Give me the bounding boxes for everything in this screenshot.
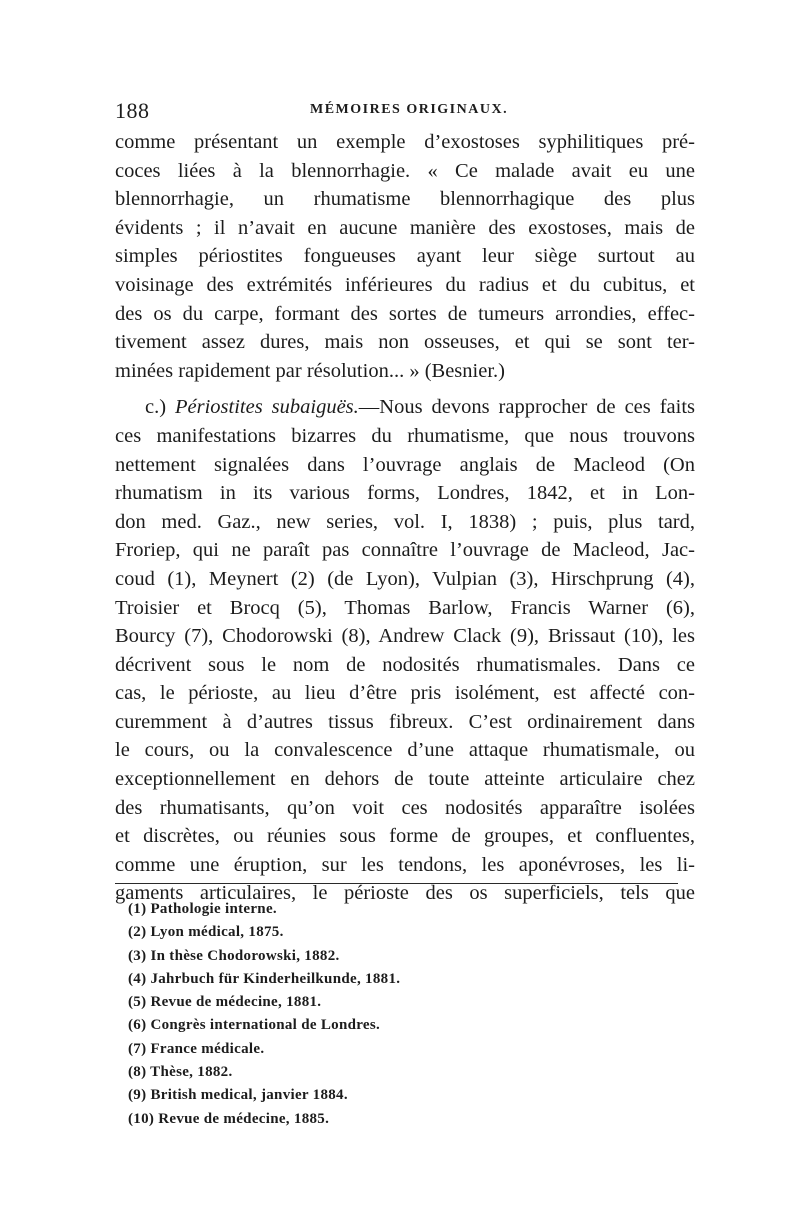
- text-line: curemment à d’autres tissus fibreux. C’est ordinairement dans: [115, 710, 695, 733]
- footnote: (4) Jahrbuch für Kinderheilkunde, 1881.: [128, 970, 401, 987]
- text-line: gaments articulaires, le périoste des os superficiels, tels que: [115, 882, 695, 905]
- page-header: [115, 98, 695, 128]
- text-line: cas, le périoste, au lieu d’être pris isolément, est affecté con-: [115, 682, 695, 705]
- text-line: comme une éruption, sur les tendons, les aponévroses, les li-: [115, 853, 695, 876]
- footnote: (1) Pathologie interne.: [128, 901, 277, 917]
- text-line: rhumatism in its various forms, Londres, 1842, et in Lon-: [115, 482, 695, 505]
- text-line: exceptionnellement en dehors de toute atteinte articulaire chez: [115, 768, 695, 791]
- lead-text: —Nous devons rapprocher de ces faits: [358, 396, 695, 419]
- footnote: (3) In thèse Chodorowski, 1882.: [128, 947, 340, 964]
- body-text: [115, 128, 695, 908]
- text-line: le cours, ou la convalescence d’une attaque rhumatismale, ou: [115, 739, 695, 762]
- text-line: des os du carpe, formant des sortes de tumeurs arrondies, effec-: [115, 302, 695, 325]
- footnotes: [128, 898, 628, 1131]
- text-line: des rhumatisants, qu’on voit ces nodosités apparaître isolées: [115, 796, 695, 819]
- text-line: comme présentant un exemple d’exostoses syphilitiques pré-: [115, 131, 695, 153]
- footnote: (5) Revue de médecine, 1881.: [128, 994, 322, 1011]
- footnote: (2) Lyon médical, 1875.: [128, 924, 284, 941]
- text-line: coud (1), Meynert (2) (de Lyon), Vulpian (3), Hirschprung (4),: [115, 567, 695, 590]
- text-line: coces liées à la blennorrhagie. « Ce malade avait eu une: [115, 159, 695, 182]
- text-line: simples périostites fongueuses ayant leur siège surtout au: [115, 245, 695, 268]
- paragraph-1: [115, 128, 695, 385]
- section-title: Périostites subaiguës.: [175, 396, 359, 419]
- footnote: (6) Congrès international de Londres.: [128, 1017, 381, 1034]
- page-number: 188: [115, 98, 150, 123]
- text-line: voisinage des extrémités inférieures du radius et du cubitus, et: [115, 273, 695, 296]
- text-line: tivement assez dures, mais non osseuses, et qui se sont ter-: [115, 331, 695, 354]
- footnote: (8) Thèse, 1882.: [128, 1064, 233, 1081]
- paragraph-lead-line: [115, 393, 695, 422]
- text-line: ces manifestations bizarres du rhumatisme, que nous trouvons: [115, 424, 695, 447]
- footnote-divider: [115, 883, 678, 884]
- text-line: Bourcy (7), Chodorowski (8), Andrew Clack (9), Brissaut (10), les: [115, 625, 695, 648]
- text-line: Froriep, qui ne paraît pas connaître l’ouvrage de Macleod, Jac-: [115, 539, 695, 562]
- text-line: décrivent sous le nom de nodosités rhumatismales. Dans ce: [115, 653, 695, 676]
- footnote: (9) British medical, janvier 1884.: [128, 1087, 348, 1104]
- text-line: et discrètes, ou réunies sous forme de groupes, et confluentes,: [115, 825, 695, 848]
- text-line: don med. Gaz., new series, vol. I, 1838) ; puis, plus tard,: [115, 510, 695, 533]
- section-label: c.): [145, 396, 167, 419]
- running-head: MÉMOIRES ORIGINAUX.: [310, 102, 509, 117]
- paragraph-2: [115, 393, 695, 908]
- footnote: (10) Revue de médecine, 1885.: [128, 1110, 330, 1127]
- footnote: (7) France médicale.: [128, 1040, 265, 1057]
- text-line: Troisier et Brocq (5), Thomas Barlow, Francis Warner (6),: [115, 596, 695, 619]
- text-line: blennorrhagie, un rhumatisme blennorrhagique des plus: [115, 188, 695, 211]
- text-line: nettement signalées dans l’ouvrage anglais de Macleod (On: [115, 453, 695, 476]
- text-line: minées rapidement par résolution... » (Besnier.): [115, 359, 505, 382]
- text-line: évidents ; il n’avait en aucune manière des exostoses, mais de: [115, 216, 695, 239]
